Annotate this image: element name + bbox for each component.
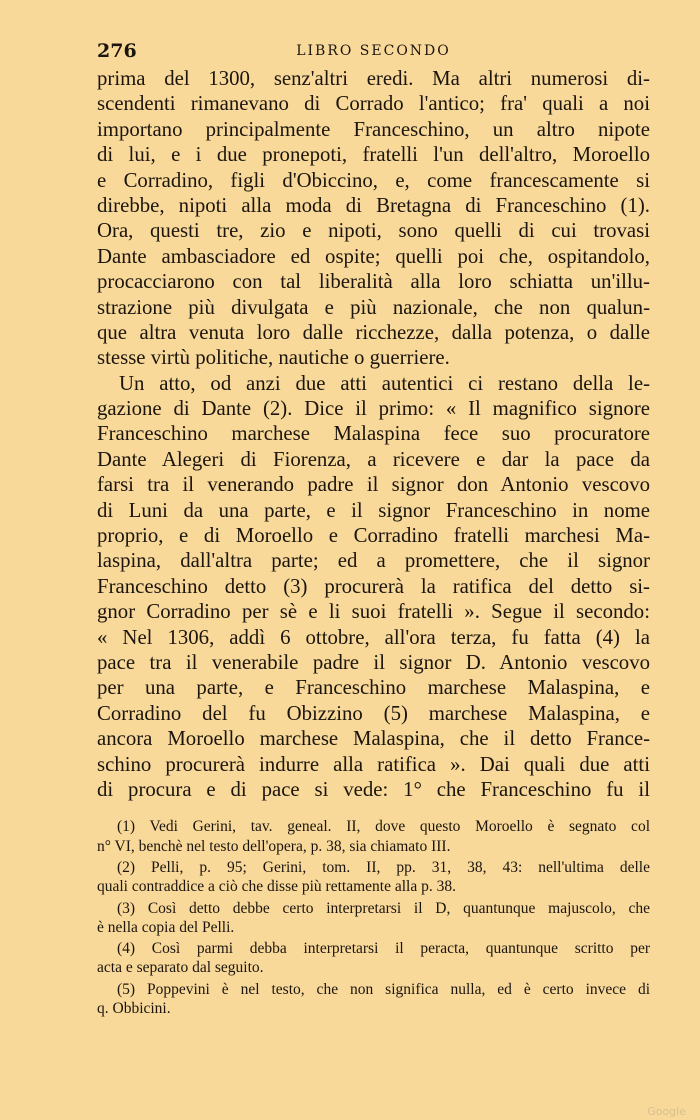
text-line: Dante Alegeri di Fiorenza, a ricevere e dar la pace da: [97, 447, 650, 471]
text-line: Ora, questi tre, zio e nipoti, sono quelli di cui trovasi: [97, 219, 650, 243]
running-head: LIBRO SECONDO: [296, 43, 451, 59]
footnote-line: (4) Così parmi debba interpretarsi il peracta, quantunque scritto per: [117, 940, 650, 958]
footnote-1: [97, 817, 650, 856]
footnote-3: [97, 899, 650, 938]
footnote-line: n° VI, benchè nel testo dell'opera, p. 38, sia chiamato III.: [97, 837, 451, 855]
text-line: Corradino del fu Obizzino (5) marchese Malaspina, e: [97, 701, 650, 725]
text-line: Un atto, od anzi due atti autentici ci restano della le-: [119, 371, 650, 395]
watermark: Google: [647, 1105, 686, 1118]
book-page: [97, 40, 650, 1018]
footnotes: [97, 817, 650, 1018]
text-line: « Nel 1306, addì 6 ottobre, all'ora terza, fu fatta (4) la: [97, 625, 650, 649]
page-number: 276: [97, 40, 137, 62]
text-line: scendenti rimanevano di Corrado l'antico; fra' quali a noi: [97, 92, 650, 116]
footnote-line: acta e separato dal seguito.: [97, 959, 264, 977]
footnote-line: quali contraddice a ciò che disse più rettamente alla p. 38.: [97, 878, 456, 896]
footnote-line: (2) Pelli, p. 95; Gerini, tom. II, pp. 31, 38, 43: nell'ultima delle: [117, 858, 650, 876]
footnote-line: è nella copia del Pelli.: [97, 918, 235, 936]
text-line: schino procurerà indurre alla ratifica ». Dai quali due atti: [97, 752, 650, 776]
text-line: Dante ambasciadore ed ospite; quelli poi che, ospitandolo,: [97, 244, 650, 268]
text-line: Franceschino marchese Malaspina fece suo procuratore: [97, 422, 650, 446]
text-line: gazione di Dante (2). Dice il primo: « Il magnifico signore: [97, 397, 650, 421]
footnote-4: [97, 939, 650, 978]
footnote-line: (5) Poppevini è nel testo, che non significa nulla, ed è certo invece di: [117, 980, 650, 998]
footnote-line: q. Obbicini.: [97, 1000, 171, 1017]
text-line: laspina, dall'altra parte; ed a promettere, che il signor: [97, 549, 650, 573]
text-line: direbbe, nipoti alla moda di Bretagna di Franceschino (1).: [97, 193, 650, 217]
text-line: ancora Moroello marchese Malaspina, che il detto France-: [97, 727, 650, 751]
text-line: Franceschino detto (3) procurerà la ratifica del detto si-: [97, 574, 650, 598]
text-line: di procura e di pace si vede: 1° che Franceschino fu il: [97, 777, 650, 801]
text-line: proprio, e di Moroello e Corradino fratelli marchesi Ma-: [97, 524, 650, 548]
text-line: di lui, e i due pronepoti, fratelli l'un dell'altro, Moroello: [97, 143, 650, 167]
text-line: pace tra il venerabile padre il signor D. Antonio vescovo: [97, 650, 650, 674]
text-line: prima del 1300, senz'altri eredi. Ma altri numerosi di-: [97, 67, 650, 90]
page-header: [97, 40, 650, 66]
text-line: stesse virtù politiche, nautiche o guerriere.: [97, 346, 450, 370]
footnote-5: [97, 980, 650, 1019]
text-line: farsi tra il venerando padre il signor don Antonio vescovo: [97, 473, 650, 497]
footnote-2: [97, 858, 650, 897]
footnote-line: (1) Vedi Gerini, tav. geneal. II, dove questo Moroello è segnato col: [117, 818, 650, 836]
text-line: per una parte, e Franceschino marchese Malaspina, e: [97, 676, 650, 700]
text-line: di Luni da una parte, e il signor Franceschino in nome: [97, 498, 650, 522]
body-text: [97, 66, 650, 802]
text-line: que altra venuta loro dalle ricchezze, dalla potenza, o dalle: [97, 320, 650, 344]
text-line: strazione più divulgata e più nazionale, che non qualun-: [97, 295, 650, 319]
text-line: gnor Corradino per sè e li suoi fratelli ». Segue il secondo:: [97, 600, 650, 624]
text-line: importano principalmente Franceschino, un altro nipote: [97, 117, 650, 141]
text-line: procacciarono con tal liberalità alla loro schiatta un'illu-: [97, 270, 650, 294]
text-line: e Corradino, figli d'Obiccino, e, come francescamente si: [97, 168, 650, 192]
footnote-line: (3) Così detto debbe certo interpretarsi il D, quantunque majuscolo, che: [117, 899, 650, 917]
